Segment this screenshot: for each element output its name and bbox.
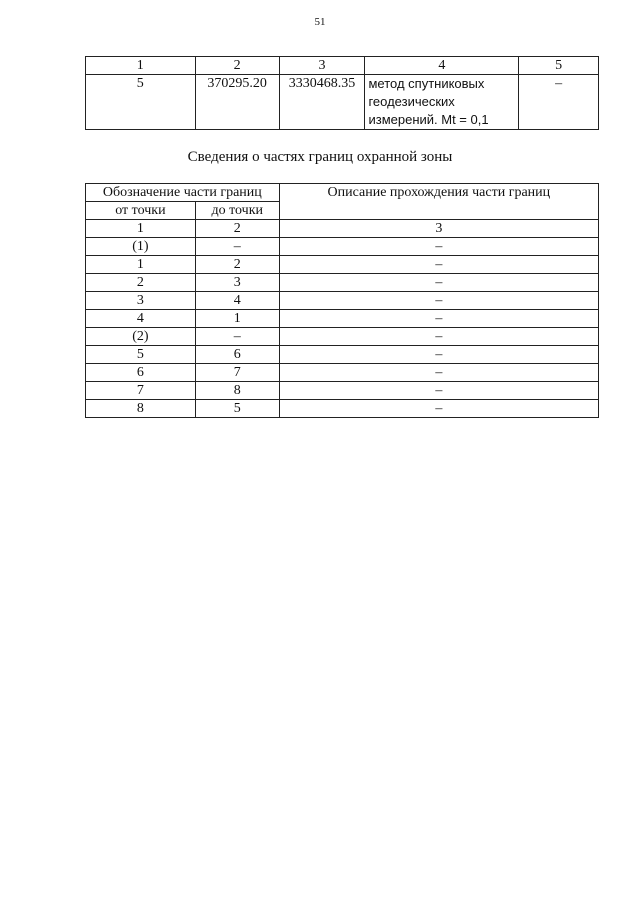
to-point-cell: 7 xyxy=(195,364,279,382)
column-number: 1 xyxy=(86,220,196,238)
to-point-cell: 1 xyxy=(195,310,279,328)
description-cell: – xyxy=(279,364,598,382)
table-row xyxy=(86,75,599,130)
description-cell: – xyxy=(279,292,598,310)
description-cell: – xyxy=(279,274,598,292)
from-point-cell: 7 xyxy=(86,382,196,400)
description-cell: – xyxy=(279,400,598,418)
to-point-cell: 2 xyxy=(195,256,279,274)
header-cell: 3 xyxy=(279,57,365,75)
column-numbering-row xyxy=(86,220,599,238)
header-cell: 4 xyxy=(365,57,519,75)
table-row xyxy=(86,256,599,274)
header-cell: 5 xyxy=(519,57,599,75)
method-cell: метод спутниковых геодезических измерений. Mt = 0,1 xyxy=(365,75,519,130)
table-row xyxy=(86,310,599,328)
to-point-cell: – xyxy=(195,238,279,256)
group-header-row xyxy=(86,184,599,202)
description-cell: – xyxy=(279,256,598,274)
table-row xyxy=(86,292,599,310)
from-point-cell: 5 xyxy=(86,346,196,364)
coordinates-table xyxy=(85,56,599,130)
description-header: Описание прохождения части границ xyxy=(279,184,598,220)
table-row xyxy=(86,382,599,400)
from-point-cell: 8 xyxy=(86,400,196,418)
note-cell: – xyxy=(519,75,599,130)
to-point-cell: – xyxy=(195,328,279,346)
table-row xyxy=(86,400,599,418)
x-coordinate-cell: 370295.20 xyxy=(195,75,279,130)
to-point-cell: 5 xyxy=(195,400,279,418)
description-cell: – xyxy=(279,310,598,328)
boundary-parts-body xyxy=(86,238,599,418)
from-point-cell: 2 xyxy=(86,274,196,292)
to-point-header: до точки xyxy=(195,202,279,220)
table-row xyxy=(86,274,599,292)
boundary-parts-table xyxy=(85,183,599,418)
page-number: 51 xyxy=(314,16,326,28)
description-cell: – xyxy=(279,328,598,346)
boundary-designation-header: Обозначение части границ xyxy=(86,184,280,202)
to-point-cell: 6 xyxy=(195,346,279,364)
point-number-cell: 5 xyxy=(86,75,196,130)
to-point-cell: 8 xyxy=(195,382,279,400)
from-point-cell: (2) xyxy=(86,328,196,346)
header-cell: 1 xyxy=(86,57,196,75)
y-coordinate-cell: 3330468.35 xyxy=(279,75,365,130)
coordinates-header-row xyxy=(86,57,599,75)
column-number: 2 xyxy=(195,220,279,238)
description-cell: – xyxy=(279,382,598,400)
description-cell: – xyxy=(279,346,598,364)
description-cell: – xyxy=(279,238,598,256)
column-number: 3 xyxy=(279,220,598,238)
table-row xyxy=(86,328,599,346)
header-cell: 2 xyxy=(195,57,279,75)
from-point-cell: (1) xyxy=(86,238,196,256)
from-point-cell: 1 xyxy=(86,256,196,274)
from-point-cell: 6 xyxy=(86,364,196,382)
table-row xyxy=(86,346,599,364)
from-point-cell: 3 xyxy=(86,292,196,310)
section-title: Сведения о частях границ охранной зоны xyxy=(187,149,453,165)
from-point-header: от точки xyxy=(86,202,196,220)
table-row xyxy=(86,364,599,382)
to-point-cell: 3 xyxy=(195,274,279,292)
to-point-cell: 4 xyxy=(195,292,279,310)
table-row xyxy=(86,238,599,256)
from-point-cell: 4 xyxy=(86,310,196,328)
